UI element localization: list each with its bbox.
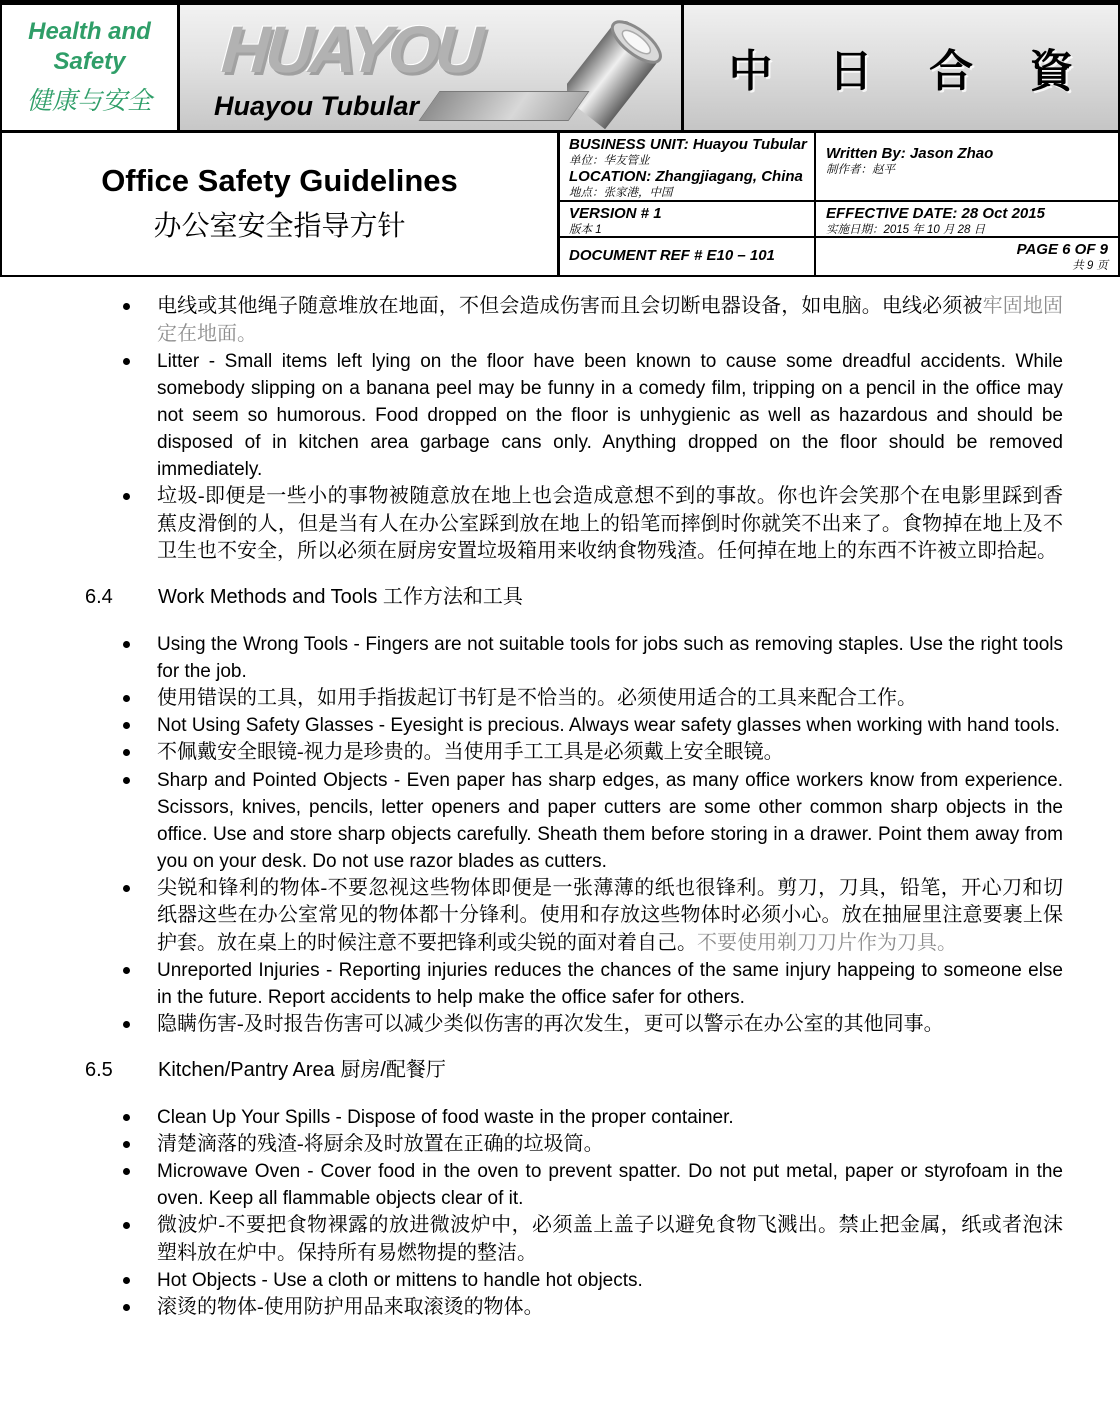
bullet-text: 隐瞒伤害-及时报告伤害可以减少类似伤害的再次发生，更可以警示在办公室的其他同事。 — [157, 1013, 944, 1035]
bullet-item — [157, 739, 1063, 767]
bullet-text: Not Using Safety Glasses - Eyesight is precious. Always wear safety glasses when working with hand tools. — [157, 715, 1060, 736]
bullet-text: 使用错误的工具，如用手指拔起订书钉是不恰当的。必须使用适合的工具来配合工作。 — [157, 686, 917, 709]
meta-row-business — [560, 133, 1118, 202]
section-title: Work Methods and Tools 工作方法和工具 — [158, 585, 523, 608]
bullet-item — [157, 348, 1063, 483]
location-en: LOCATION: Zhangjiagang, China — [569, 168, 803, 185]
bullet-item — [157, 293, 1063, 348]
section-number: 6.5 — [85, 1058, 113, 1081]
bullet-item — [157, 1158, 1063, 1212]
written-by-cell — [816, 133, 1118, 200]
bullet-text: Litter - Small items left lying on the floor have been known to cause some dreadful accidents. While somebody slipping on a banana peel may be funny in a comedy film, tripping on a pencil in the office may not seem so humorous. Food dropped on the floor is unhygienic as well as hazardous and should be disposed of in kitchen area garbage cans only. Anything dropped on the floor should be removed immediately. — [157, 351, 1063, 480]
version-cell — [560, 202, 816, 236]
joint-venture-text: 中 日 合 資 — [728, 47, 1096, 97]
document-body — [0, 277, 1120, 1322]
bullet-list — [85, 1104, 1063, 1322]
bullet-item — [157, 483, 1063, 566]
section-number: 6.4 — [85, 585, 113, 608]
bullet-item — [157, 1011, 1063, 1039]
header-meta-row — [2, 133, 1118, 276]
section-heading — [85, 584, 1063, 611]
section-heading — [85, 1057, 1063, 1084]
bullet-list — [85, 293, 1063, 566]
bullet-text-gray: 牢固地固定在地面。 — [157, 295, 1064, 345]
doc-ref-cell — [560, 238, 816, 276]
health-safety-box — [2, 5, 180, 130]
effective-date-cell — [816, 202, 1118, 236]
effective-date-en: EFFECTIVE DATE: 28 Oct 2015 — [826, 204, 1045, 222]
joint-venture-box — [681, 5, 1118, 130]
health-safety-label-en: Health and Safety — [28, 18, 151, 76]
bullet-text: Unreported Injuries - Reporting injuries reduces the chances of the same injury happeing to someone else in the future. Report accidents to help make the office safer for others. — [157, 960, 1063, 1008]
version-zh: 版本 1 — [569, 223, 602, 236]
bullet-item — [157, 1104, 1063, 1131]
location-zh: 地点：张家港，中国 — [569, 187, 673, 199]
page-number-cell — [816, 238, 1118, 276]
bullet-text: 电线或其他绳子随意堆放在地面，不但会造成伤害而且会切断电器设备，如电脑。电线必须被 — [157, 295, 983, 317]
bullet-text: 尖锐和锋利的物体-不要忽视这些物体即便是一张薄薄的纸也很锋利。剪刀，刀具，铅笔，开心刀和切纸器这些在办公室常见的物体都十分锋利。使用和存放这些物体时必须小心。放在抽屉里注意要裹上保护套。放在桌上的时候注意不要把锋利或尖锐的面对着自己。 — [157, 876, 1063, 954]
bullet-item — [157, 957, 1063, 1011]
document-title-en: Office Safety Guidelines — [101, 163, 458, 199]
written-by-en: Written By: Jason Zhao — [826, 144, 994, 162]
bullet-text: 清楚滴落的残渣-将厨余及时放置在正确的垃圾筒。 — [157, 1132, 604, 1155]
bullet-text: Using the Wrong Tools - Fingers are not suitable tools for jobs such as removing staples. Use the right tools for the job. — [157, 633, 1063, 682]
pipe-icon — [567, 11, 663, 129]
health-safety-label-zh: 健康与安全 — [26, 87, 152, 116]
bullet-item — [157, 1131, 1063, 1159]
bullet-text: Clean Up Your Spills - Dispose of food waste in the proper container. — [157, 1106, 734, 1128]
bullet-item — [157, 875, 1063, 958]
header-top-row — [2, 5, 1118, 133]
document-title-zh: 办公室安全指导方针 — [153, 210, 406, 242]
bullet-list — [85, 631, 1063, 1039]
logo-brand-text: HUAYOU — [219, 12, 482, 86]
logo-wordmark-row — [214, 91, 579, 122]
bullet-item — [157, 767, 1063, 875]
bullet-item — [157, 1212, 1063, 1267]
document-title-box — [2, 133, 560, 276]
bullet-text: Sharp and Pointed Objects - Even paper has sharp edges, as many office workers know from experience. Scissors, knives, pencils, letter openers and paper cutters are some other common sharp objects in the office. Use and store sharp objects carefully. Sheath them before storing in a drawer. Point them away from you on your desk. Do not use razor blades as cutters. — [157, 769, 1063, 872]
bullet-item — [157, 712, 1063, 739]
document-header — [0, 0, 1120, 277]
logo-wordmark: Huayou Tubular — [214, 90, 420, 121]
page-number-zh: 共 9 页 — [1072, 259, 1108, 272]
written-by-zh: 制作者：赵平 — [826, 163, 895, 176]
meta-table — [560, 133, 1118, 276]
bullet-item — [157, 1294, 1063, 1322]
bullet-text: 滚烫的物体-使用防护用品来取滚烫的物体。 — [157, 1296, 544, 1318]
business-unit-cell — [560, 133, 816, 200]
section-title: Kitchen/Pantry Area 厨房/配餐厅 — [158, 1058, 446, 1081]
bullet-item — [157, 631, 1063, 685]
bullet-text: Microwave Oven - Cover food in the oven to prevent spatter. Do not put metal, paper or styrofoam in the oven. Keep all flammable objects clear of it. — [157, 1161, 1063, 1209]
business-unit-zh: 单位：华友管业 — [569, 154, 650, 167]
bullet-text: Hot Objects - Use a cloth or mittens to handle hot objects. — [157, 1270, 643, 1291]
page-number-en: PAGE 6 OF 9 — [1016, 240, 1108, 258]
company-logo — [180, 5, 681, 130]
effective-date-zh: 实施日期：2015 年 10 月 28 日 — [826, 223, 986, 236]
bullet-text: 垃圾-即便是一些小的事物被随意放在地上也会造成意想不到的事故。你也许会笑那个在电影里踩到香蕉皮滑倒的人，但是当有人在办公室踩到放在地上的铅笔而摔倒时你就笑不出来了。食物掉在地上及不卫生也不安全，所以必须在厨房安置垃圾箱用来收纳食物残渣。任何掉在地上的东西不许被立即拾起。 — [157, 485, 1063, 562]
bullet-text: 微波炉-不要把食物裸露的放进微波炉中，必须盖上盖子以避免食物飞溅出。禁止把金属，纸或者泡沫塑料放在炉中。保持所有易燃物提的整洁。 — [157, 1214, 1063, 1264]
business-unit-en: BUSINESS UNIT: Huayou Tubular — [569, 135, 807, 153]
meta-row-docref — [560, 238, 1118, 276]
bullet-text: 不佩戴安全眼镜-视力是珍贵的。当使用手工工具是必须戴上安全眼镜。 — [157, 741, 784, 763]
version-en: VERSION # 1 — [569, 204, 662, 222]
bullet-text-gray: 不要使用剃刀刀片作为刀具。 — [697, 931, 957, 954]
bullet-item — [157, 685, 1063, 713]
logo-swoosh — [419, 91, 590, 121]
meta-row-version — [560, 202, 1118, 238]
doc-ref: DOCUMENT REF # E10 – 101 — [569, 246, 775, 264]
bullet-item — [157, 1267, 1063, 1294]
